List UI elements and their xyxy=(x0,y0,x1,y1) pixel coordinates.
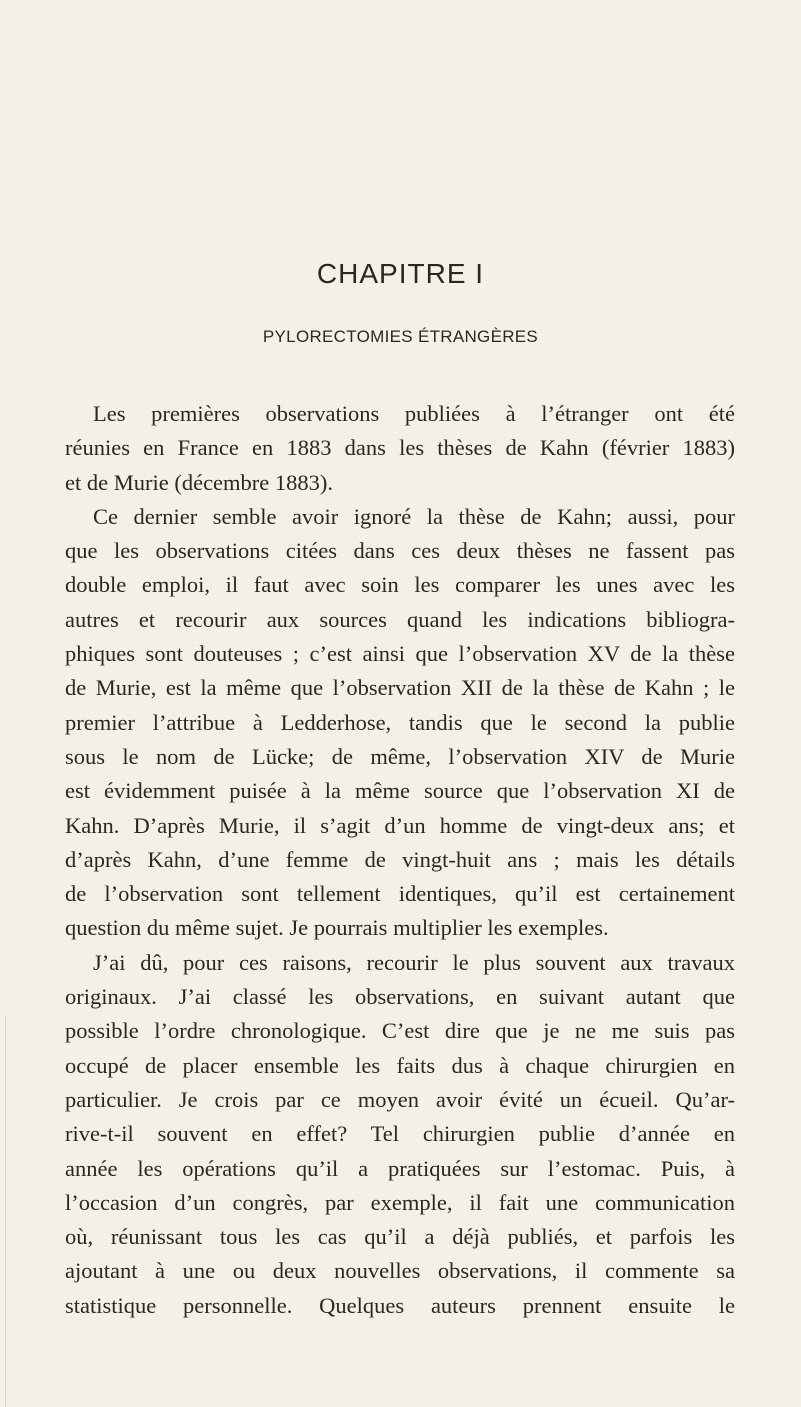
text-line: question du même sujet. Je pourrais multiplier les exemples. xyxy=(65,915,609,941)
text-line: rive-t-il souvent en effet? Tel chirurgien publie d’année en xyxy=(65,1121,735,1147)
text-line: année les opérations qu’il a pratiquées sur l’estomac. Puis, à xyxy=(65,1155,735,1181)
text-line: premier l’attribue à Ledderhose, tandis que le second la publie xyxy=(65,709,735,735)
text-line: Les premières observations publiées à l’étranger ont été xyxy=(93,401,735,426)
text-line: originaux. J’ai classé les observations, en suivant autant que xyxy=(65,984,735,1010)
body-text xyxy=(65,397,735,1323)
text-line: statistique personnelle. Quelques auteurs prennent ensuite le xyxy=(65,1292,735,1318)
text-line: autres et recourir aux sources quand les indications bibliogra- xyxy=(65,606,735,632)
text-line: phiques sont douteuses ; c’est ainsi que l’observation XV de la thèse xyxy=(65,641,735,667)
text-line: ajoutant à une ou deux nouvelles observations, il commente sa xyxy=(65,1258,735,1284)
text-line: réunies en France en 1883 dans les thèses de Kahn (février 1883) xyxy=(65,435,735,461)
chapter-title: CHAPITRE I xyxy=(316,258,485,289)
text-line: particulier. Je crois par ce moyen avoir évité un écueil. Qu’ar- xyxy=(65,1086,735,1112)
text-line: possible l’ordre chronologique. C’est dire que je ne me suis pas xyxy=(65,1018,735,1044)
text-line: d’après Kahn, d’une femme de vingt-huit ans ; mais les détails xyxy=(65,846,735,872)
text-line: sous le nom de Lücke; de même, l’observation XIV de Murie xyxy=(65,743,735,769)
text-line: de Murie, est la même que l’observation XII de la thèse de Kahn ; le xyxy=(65,675,735,701)
text-line: Kahn. D’après Murie, il s’agit d’un homme de vingt-deux ans; et xyxy=(65,812,735,838)
text-line: l’occasion d’un congrès, par exemple, il fait une communication xyxy=(65,1189,735,1215)
chapter-subtitle: PYLORECTOMIES ÉTRANGÈRES xyxy=(262,327,539,346)
text-line: Ce dernier semble avoir ignoré la thèse de Kahn; aussi, pour xyxy=(93,503,735,529)
text-line: que les observations citées dans ces deux thèses ne fassent pas xyxy=(65,538,735,564)
text-line: est évidemment puisée à la même source que l’observation XI de xyxy=(65,778,735,804)
text-line: occupé de placer ensemble les faits dus à chaque chirurgien en xyxy=(65,1052,735,1078)
text-line: où, réunissant tous les cas qu’il a déjà publiés, et parfois les xyxy=(65,1224,735,1250)
text-line: J’ai dû, pour ces raisons, recourir le plus souvent aux travaux xyxy=(93,949,735,975)
text-line: et de Murie (décembre 1883). xyxy=(65,469,334,495)
text-line: de l’observation sont tellement identiques, qu’il est certainement xyxy=(65,881,735,907)
page-edge-line xyxy=(5,1015,6,1407)
text-line: double emploi, il faut avec soin les comparer les unes avec les xyxy=(65,572,735,598)
